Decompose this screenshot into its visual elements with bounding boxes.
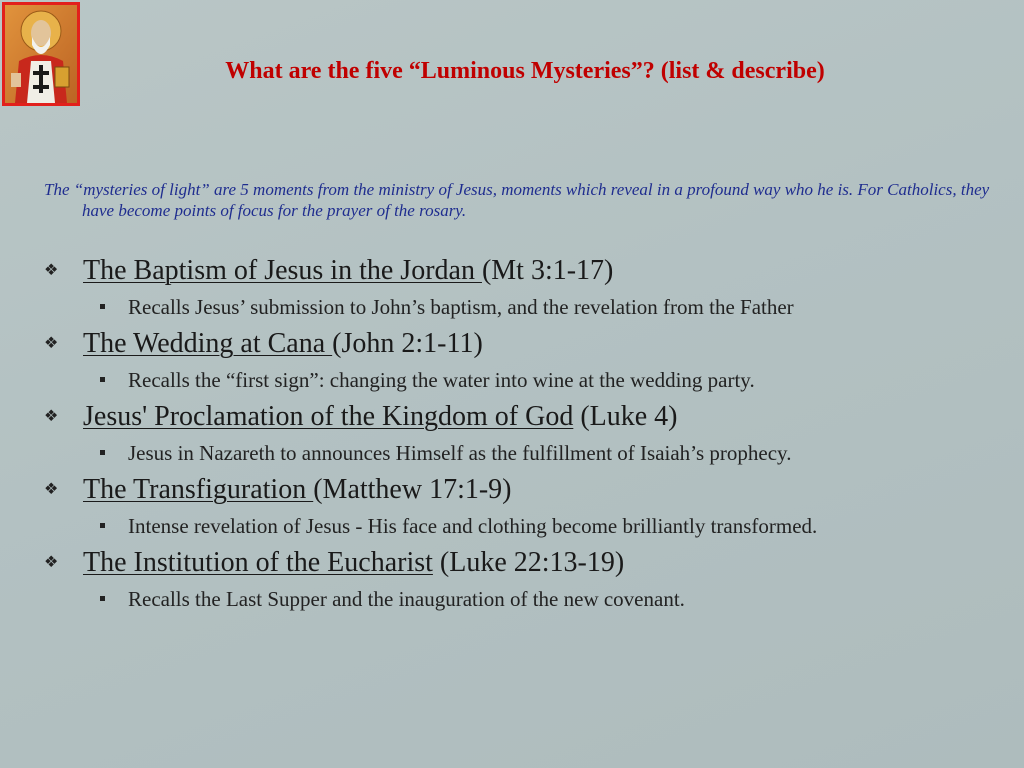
slide-title: What are the five “Luminous Mysteries”? (list & describe)	[225, 58, 825, 84]
diamond-bullet-icon: ❖	[44, 554, 59, 571]
square-bullet-icon	[100, 596, 105, 601]
mystery-reference: (John 2:1-11)	[332, 328, 483, 359]
square-bullet-icon	[100, 304, 105, 309]
mystery-name: Jesus' Proclamation of the Kingdom of God	[83, 401, 574, 432]
square-bullet-icon	[100, 523, 105, 528]
mystery-description	[44, 508, 1004, 544]
mystery-description-text: Recalls the “first sign”: changing the water into wine at the wedding party.	[128, 368, 755, 392]
mystery-item	[44, 252, 1004, 289]
mystery-description	[44, 581, 1004, 617]
mystery-description	[44, 435, 1004, 471]
mystery-name: The Transfiguration	[83, 474, 314, 505]
mystery-item	[44, 544, 1004, 581]
diamond-bullet-icon: ❖	[44, 481, 59, 498]
mystery-name: The Institution of the Eucharist	[83, 547, 433, 578]
mystery-reference: (Matthew 17:1-9)	[313, 474, 512, 505]
mystery-name: The Baptism of Jesus in the Jordan	[83, 255, 482, 286]
mysteries-list	[44, 252, 1004, 617]
mystery-reference: (Mt 3:1-17)	[481, 255, 614, 286]
square-bullet-icon	[100, 450, 105, 455]
saint-icon	[5, 5, 77, 103]
intro-paragraph: The “mysteries of light” are 5 moments from the ministry of Jesus, moments which reveal in a profound way who he is. For Catholics, they have become points of focus for the prayer of the rosary.	[44, 180, 990, 220]
mystery-description	[44, 362, 1004, 398]
mystery-item	[44, 325, 1004, 362]
diamond-bullet-icon: ❖	[44, 262, 59, 279]
square-bullet-icon	[100, 377, 105, 382]
mystery-item	[44, 471, 1004, 508]
mystery-description-text: Jesus in Nazareth to announces Himself as the fulfillment of Isaiah’s prophecy.	[128, 441, 792, 465]
diamond-bullet-icon: ❖	[44, 408, 59, 425]
mystery-description	[44, 289, 1004, 325]
mystery-description-text: Recalls Jesus’ submission to John’s baptism, and the revelation from the Father	[128, 295, 794, 319]
mystery-item	[44, 398, 1004, 435]
diamond-bullet-icon: ❖	[44, 335, 59, 352]
mystery-name: The Wedding at Cana	[83, 328, 333, 359]
mystery-description-text: Intense revelation of Jesus - His face and clothing become brilliantly transformed.	[128, 514, 818, 538]
mystery-reference: (Luke 22:13-19)	[432, 547, 625, 578]
mystery-description-text: Recalls the Last Supper and the inauguration of the new covenant.	[128, 587, 685, 611]
mystery-reference: (Luke 4)	[573, 401, 678, 432]
saint-icon-image	[2, 2, 80, 106]
